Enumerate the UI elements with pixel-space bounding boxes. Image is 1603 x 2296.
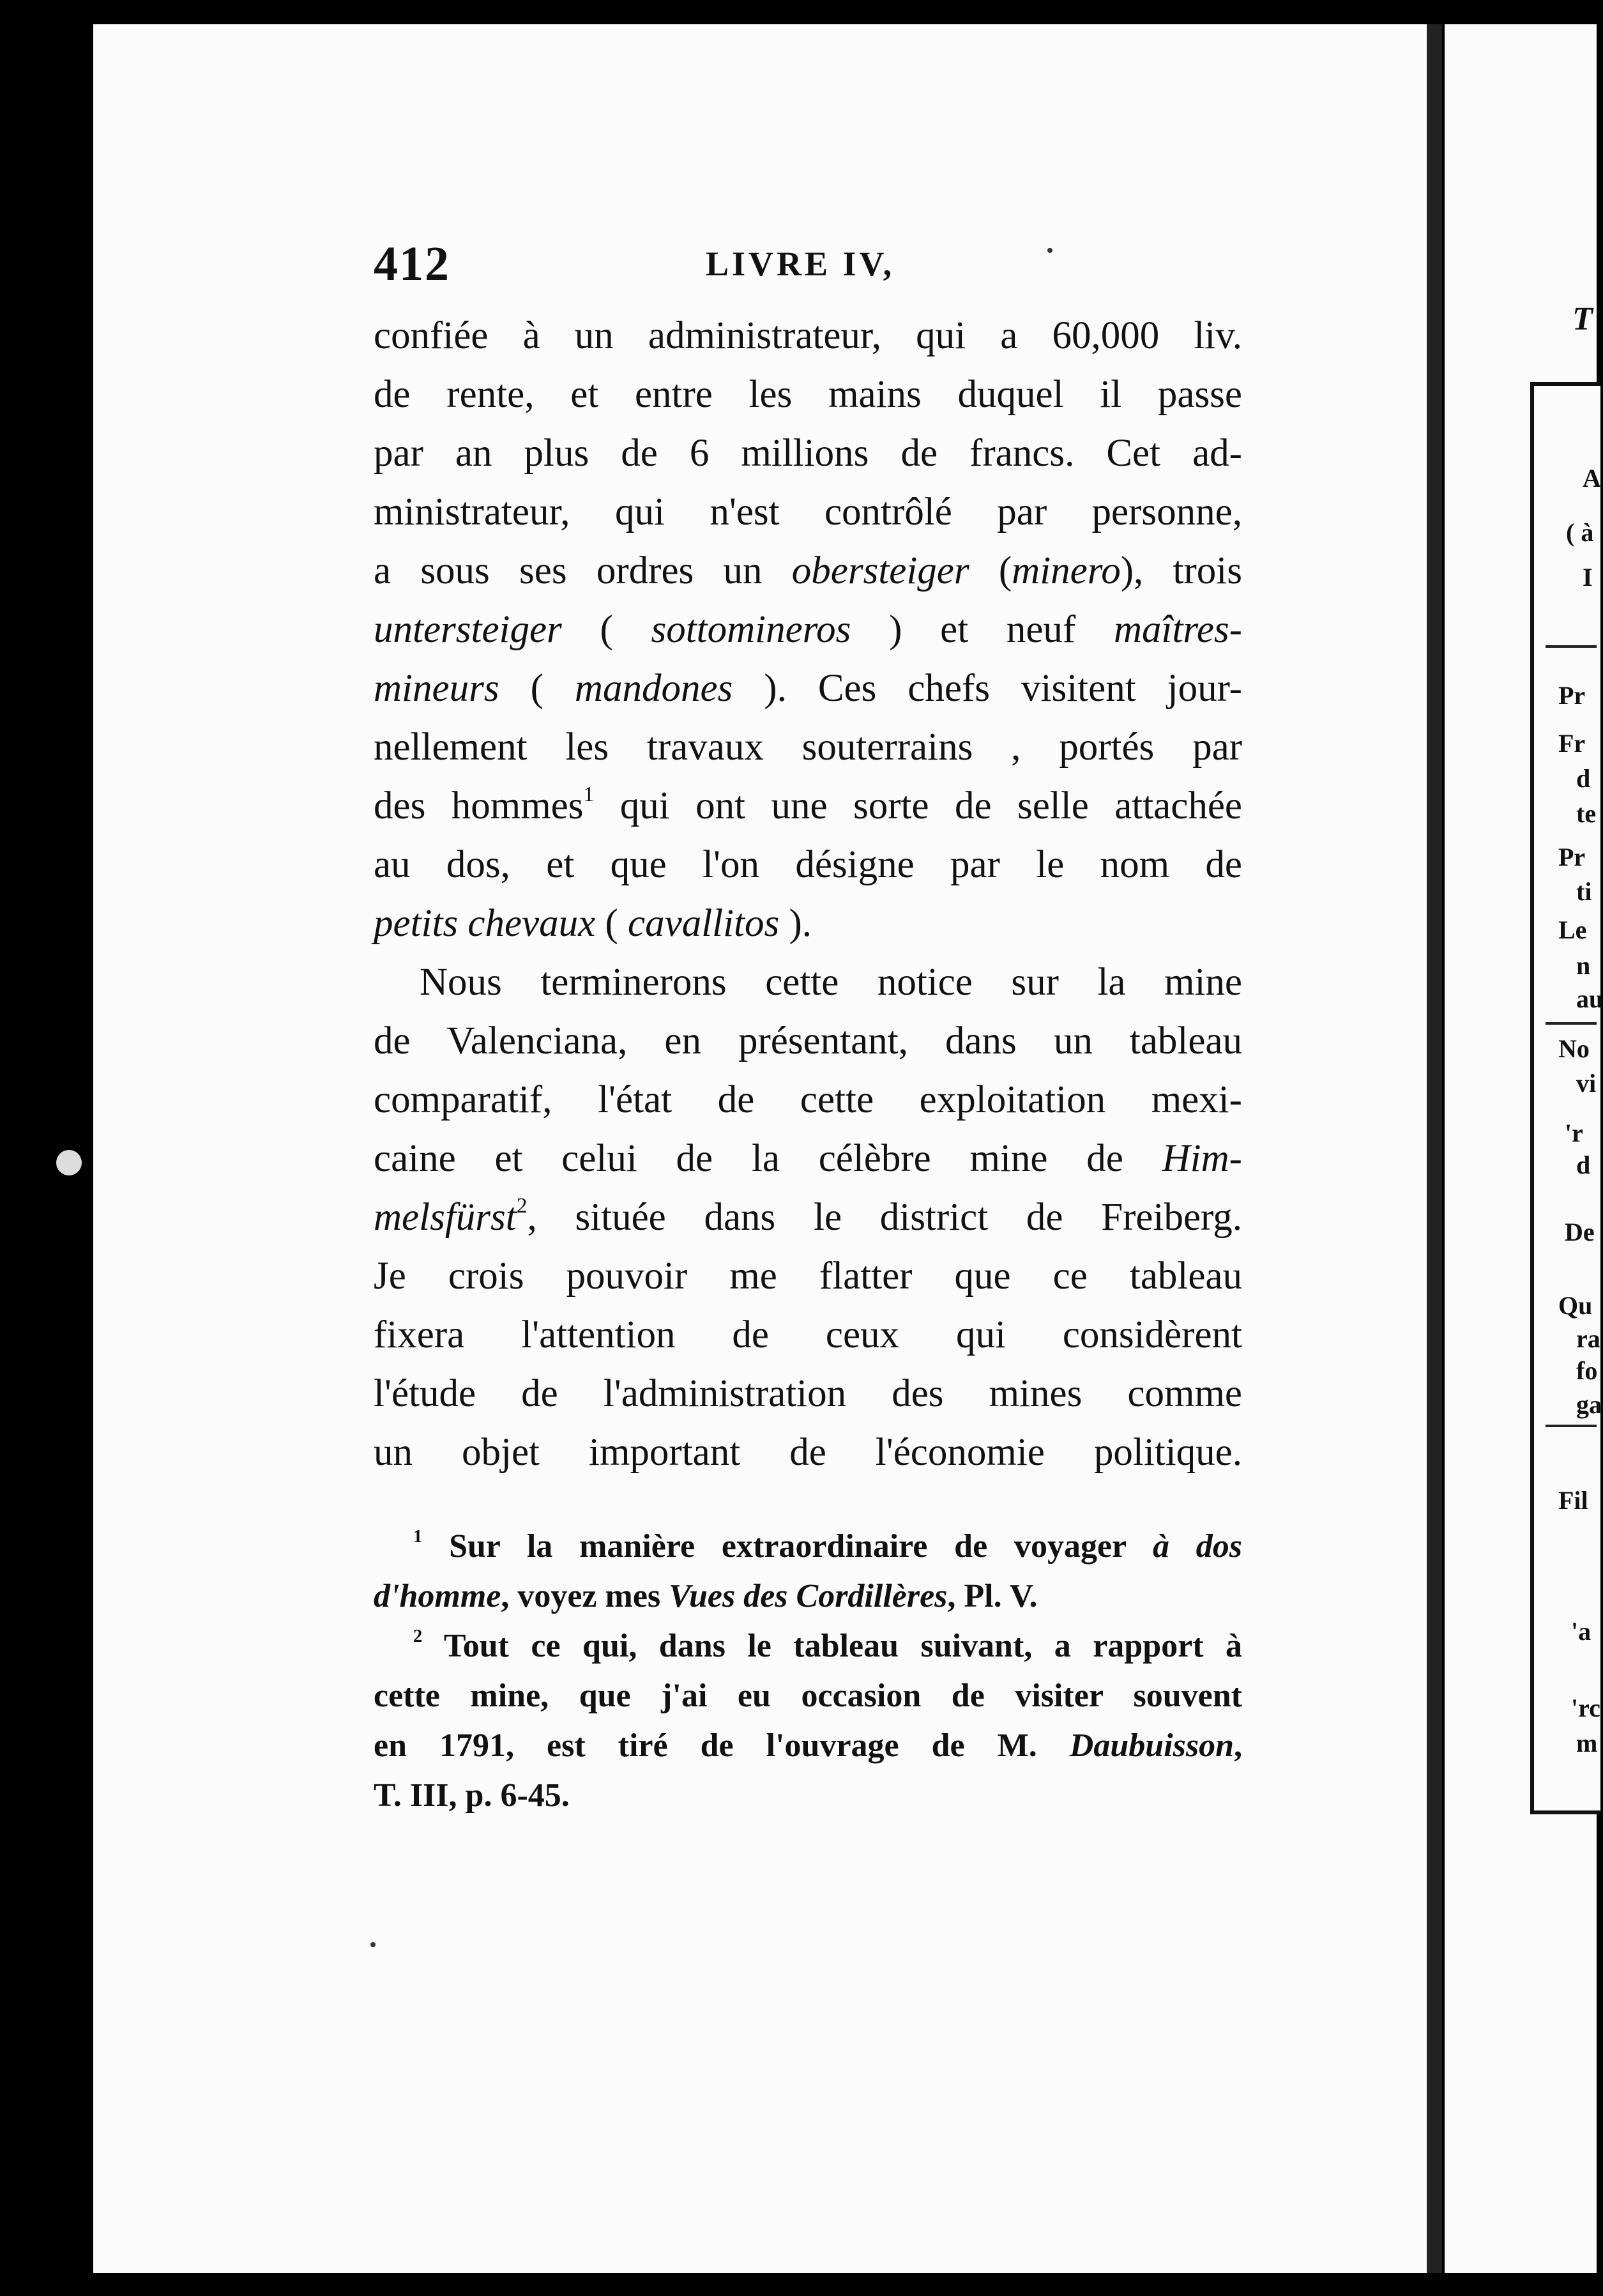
table-rule: [1546, 645, 1597, 648]
footnotes: [374, 1522, 1242, 1821]
table-fragment: ti: [1576, 877, 1592, 906]
book-gutter: [1427, 24, 1442, 2273]
text-line: melsfürst$^2$, située dans le district de Freiberg.: [374, 1194, 1242, 1239]
text-line: des hommes$^1$ qui ont une sorte de selle attachée: [374, 783, 1242, 827]
text-line: mineurs ( mandones ). Ces chefs visitent jour-: [374, 667, 1242, 710]
footnote-ref: 1: [583, 783, 595, 807]
right-page-heading-fragment: T: [1572, 301, 1593, 337]
text-line: ministrateur, qui n'est contrôlé par personne,: [374, 491, 1242, 533]
table-fragment: m: [1576, 1729, 1598, 1757]
text-line: comparatif, l'état de cette exploitation mexi-: [374, 1078, 1242, 1121]
text-line: Je crois pouvoir me flatter que ce tableau: [374, 1255, 1242, 1297]
text-line: au dos, et que l'on désigne par le nom de: [374, 843, 1242, 886]
table-fragment: Le: [1558, 915, 1587, 944]
text-line: par an plus de 6 millions de francs. Cet ad-: [374, 432, 1242, 475]
footnote-ref: 2: [516, 1194, 528, 1218]
text-line: petits chevaux ( cavallitos ).: [374, 902, 812, 945]
table-fragment: 'rc: [1571, 1694, 1600, 1722]
table-rule: [1546, 1022, 1597, 1025]
table-fragment: d: [1576, 1151, 1591, 1179]
text-line: fixera l'attention de ceux qui considèrent: [374, 1313, 1242, 1356]
footnote-2: $^2$ Tout ce qui, dans le tableau suivant, a rapport à: [413, 1626, 1242, 1664]
right-page-table-frame: [1530, 382, 1600, 1814]
table-fragment: te: [1576, 799, 1597, 828]
footnote-2-cont: T. III, p. 6-45.: [374, 1777, 570, 1814]
text-line: de rente, et entre les mains duquel il passe: [374, 373, 1242, 416]
text-line: nellement les travaux souterrains , portés par: [374, 726, 1242, 769]
table-fragment: No: [1558, 1034, 1590, 1063]
scan-speck: [56, 1150, 82, 1175]
table-fragment: d: [1576, 764, 1591, 793]
text-line: caine et celui de la célèbre mine de Him-: [374, 1137, 1242, 1180]
table-fragment: I: [1583, 563, 1593, 592]
page-number: 412: [374, 237, 450, 291]
table-fragment: Fil: [1558, 1486, 1588, 1515]
footnote-2-cont: cette mine, que j'ai eu occasion de visiter souvent: [374, 1678, 1242, 1714]
table-fragment: ga: [1576, 1390, 1602, 1419]
running-title: LIVRE IV,: [706, 245, 895, 283]
text-line: Nous terminerons cette notice sur la mine: [420, 961, 1242, 1004]
text-line: de Valenciana, en présentant, dans un tableau: [374, 1020, 1242, 1062]
table-fragment: 'a: [1571, 1617, 1592, 1646]
table-fragment: ra: [1576, 1324, 1600, 1353]
scan-speck: [1047, 248, 1052, 253]
scan-speck: [370, 1942, 376, 1947]
table-rule: [1546, 1425, 1597, 1427]
table-fragment: fo: [1576, 1356, 1598, 1385]
table-fragment: A: [1583, 464, 1601, 493]
table-fragment: au: [1576, 984, 1603, 1013]
table-fragment: Pr: [1558, 843, 1586, 871]
table-fragment: 'r: [1565, 1119, 1583, 1147]
table-fragment: Qu: [1558, 1291, 1593, 1320]
footnote-1-cont: d'homme, voyez mes Vues des Cordillères, Pl. V.: [374, 1578, 1038, 1614]
text-line: untersteiger ( sottomineros ) et neuf maîtres-: [374, 608, 1242, 651]
text-line: confiée à un administrateur, qui a 60,000 liv.: [374, 314, 1242, 357]
running-head: [374, 236, 1255, 291]
footnote-1: $^1$ Sur la manière extraordinaire de voyager à dos: [413, 1527, 1242, 1565]
table-fragment: vi: [1576, 1069, 1597, 1098]
text-line: un objet important de l'économie politique.: [374, 1431, 1242, 1474]
table-fragment: Fr: [1558, 729, 1586, 758]
table-fragment: Pr: [1558, 681, 1586, 710]
table-fragment: ( à: [1566, 518, 1594, 547]
table-fragment: n: [1576, 951, 1591, 980]
table-fragment: De: [1565, 1218, 1595, 1246]
footnote-2-cont: en 1791, est tiré de l'ouvrage de M. Daubuisson,: [374, 1727, 1242, 1764]
text-line: a sous ses ordres un obersteiger (minero), trois: [374, 549, 1242, 592]
text-line: l'étude de l'administration des mines comme: [374, 1372, 1242, 1415]
main-text: [374, 307, 1242, 1482]
